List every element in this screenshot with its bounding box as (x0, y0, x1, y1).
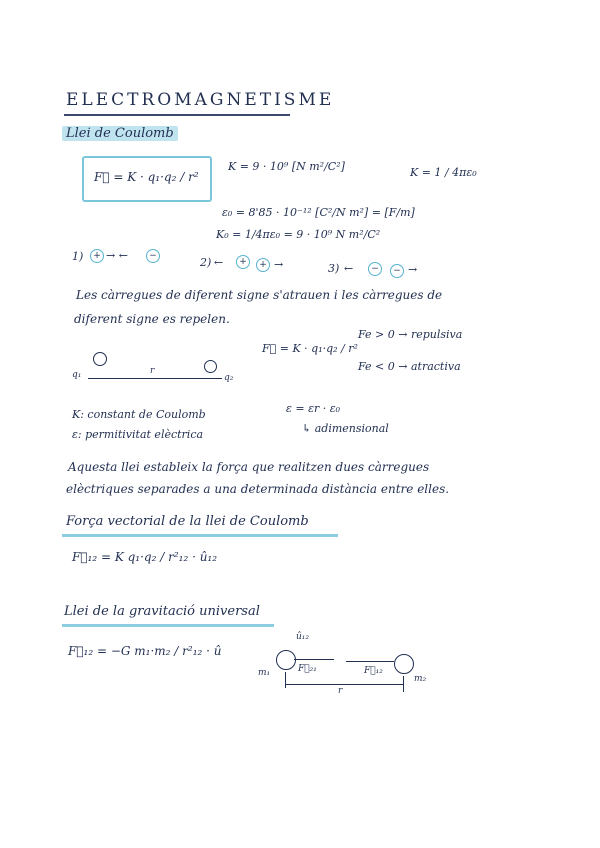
u12-arrow (294, 659, 334, 660)
charge-q2-circle (204, 360, 217, 373)
positive-charge-icon: + (236, 255, 250, 269)
left-tick (285, 672, 286, 688)
adimensional-note: ↳ adimensional (302, 422, 389, 435)
positive-charge-icon: + (90, 249, 104, 263)
adimensional-text: adimensional (314, 422, 389, 435)
charges-text-line2: diferent signe es repelen. (74, 312, 230, 326)
negative-charge-icon: − (390, 264, 404, 278)
fe-negative-note: Fe < 0 → atractiva (358, 360, 461, 373)
relative-permittivity: ε = εr · ε₀ (286, 402, 341, 415)
fe-positive-note: Fe > 0 → repulsiva (358, 328, 463, 341)
arrow-right-icon: → (408, 263, 418, 276)
gravity-heading: Llei de la gravitació universal (64, 604, 260, 619)
f12-arrow (346, 661, 394, 662)
case-2-label: 2) (200, 256, 212, 269)
m2-label: m₂ (414, 674, 427, 684)
gravity-r-label: r (338, 686, 343, 696)
mass-m2-circle (394, 654, 414, 674)
vector-formula: F⃗₁₂ = K q₁·q₂ / r²₁₂ · û₁₂ (72, 550, 218, 564)
vector-heading-highlight (62, 534, 338, 537)
k-zero: K₀ = 1/4πε₀ = 9 · 10⁹ N m²/C² (216, 228, 381, 241)
q1-label: q₁ (72, 370, 82, 380)
k-label: K: constant de Coulomb (72, 408, 206, 421)
f12-label: F⃗₁₂ (364, 666, 383, 676)
k-value: K = 9 · 10⁹ [N m²/C²] (228, 160, 345, 173)
arrow-left-icon: ← (214, 256, 224, 269)
distance-r-line (285, 684, 404, 685)
unit-vector-label: û₁₂ (296, 632, 310, 642)
negative-charge-icon: − (146, 249, 160, 263)
law-text-line2: elèctriques separades a una determinada distància entre elles. (66, 482, 450, 496)
coulomb-heading (62, 126, 178, 141)
r-label: r (150, 366, 155, 376)
case-3-label: 3) (328, 262, 340, 275)
arrow-right-icon: → ← (106, 249, 128, 262)
epsilon-zero: ε₀ = 8'85 · 10⁻¹² [C²/N m²] = [F/m] (222, 206, 415, 219)
k-definition: K = 1 / 4πε₀ (410, 166, 477, 179)
mass-m1-circle (276, 650, 296, 670)
coulomb-formula: F⃗ = K · q₁·q₂ / r² (94, 170, 199, 184)
case-1-label: 1) (72, 250, 84, 263)
gravity-heading-highlight (62, 624, 274, 627)
coulomb-heading-text: Llei de Coulomb (62, 126, 178, 141)
m1-label: m₁ (258, 668, 271, 678)
negative-charge-icon: − (368, 262, 382, 276)
arrow-right-icon: → (274, 258, 284, 271)
arrow-left-icon: ← (344, 262, 354, 275)
vector-heading: Força vectorial de la llei de Coulomb (66, 514, 309, 529)
force-formula: F⃗ = K · q₁·q₂ / r² (262, 342, 358, 355)
distance-line (88, 378, 222, 379)
charge-q1-circle (93, 352, 107, 366)
f21-label: F⃗₂₁ (298, 664, 317, 674)
law-text-line1: Aquesta llei estableix la força que realitzen dues càrregues (68, 460, 430, 474)
positive-charge-icon: + (256, 258, 270, 272)
q2-label: q₂ (224, 373, 234, 383)
e-label: ε: permitivitat elèctrica (72, 428, 204, 441)
page-title: ELECTROMAGNETISME (66, 90, 335, 110)
title-underline (64, 114, 290, 116)
gravity-formula: F⃗₁₂ = −G m₁·m₂ / r²₁₂ · û (68, 644, 222, 658)
charges-text-line1: Les càrregues de diferent signe s'atrauen i les càrregues de (76, 288, 443, 302)
